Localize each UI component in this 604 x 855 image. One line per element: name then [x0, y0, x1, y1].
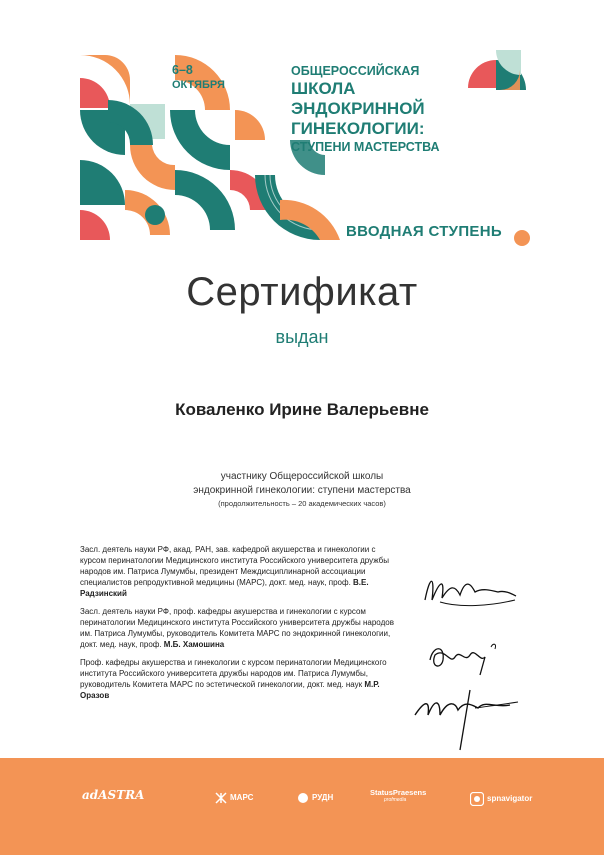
signer-block	[80, 657, 400, 701]
dates-range: 6–8	[172, 63, 193, 77]
logo-statuspraesens	[370, 788, 426, 803]
logo-spnavigator	[470, 792, 532, 806]
signer-name: М.Р. Оразов	[80, 680, 380, 700]
logo-rudn	[297, 792, 333, 804]
logo-adastra: adASTRA	[82, 788, 145, 802]
certificate-title: Сертификат	[186, 270, 418, 314]
arc-shape	[235, 110, 265, 140]
arc-shape	[175, 170, 235, 230]
signer-block	[80, 544, 400, 599]
title-line: ЭНДОКРИННОЙ	[291, 99, 425, 118]
school-title	[291, 64, 440, 155]
logo-mars-text: МАРС	[230, 793, 254, 803]
participant-line: эндокринной гинекологии: ступени мастерства	[193, 485, 411, 496]
signer-name: М.Б. Хамошина	[163, 640, 225, 649]
participant-description	[0, 470, 604, 510]
signer-name: В.Е. Радзинский	[80, 578, 369, 598]
logo-navigator-text: spnavigator	[487, 794, 533, 804]
arc-shape	[80, 160, 125, 205]
event-dates	[172, 63, 225, 93]
participant-line: участнику Общероссийской школы	[220, 471, 384, 482]
title-line: ГИНЕКОЛОГИИ:	[291, 119, 425, 138]
globe-icon	[297, 792, 309, 804]
arc-shape	[130, 145, 175, 190]
duration: (продолжительность – 20 академических часов)	[218, 499, 386, 508]
logo-status-sub: profmedia	[384, 797, 407, 803]
logo-rudn-text: РУДН	[312, 793, 334, 803]
arc-shape	[80, 210, 110, 240]
title-line: ОБЩЕРОССИЙСКАЯ	[291, 64, 420, 78]
signer-credentials: Засл. деятель науки РФ, проф. кафедры акушерства и гинекологии с курсом перинатологии Медицинского института Российского университета дружбы народов им. Патриса Лумумбы, руководитель Комитета МАРС по эндокринной гинекологии, докт. мед. наук, проф.	[80, 607, 394, 649]
signer-credentials: Засл. деятель науки РФ, акад. РАН, зав. кафедрой акушерства и гинекологии с курсом перинатологии Медицинского института Российского университета дружбы народов им. Патриса Лумумбы, президент Междисциплинарной ассоциации специалистов репродуктивной медицины (МАРС), докт. мед. наук, проф.	[80, 545, 389, 587]
navigator-icon	[470, 792, 484, 806]
arc-shape	[170, 110, 230, 170]
dates-month: ОКТЯБРЯ	[172, 79, 225, 91]
circle-shape	[514, 230, 530, 246]
stage-label: ВВОДНАЯ СТУПЕНЬ	[346, 223, 502, 240]
footer-partners	[0, 758, 604, 855]
signature-khamoshina	[425, 635, 505, 680]
signature-radzinsky	[420, 570, 520, 615]
logo-status-text: StatusPraesens	[370, 788, 427, 797]
logo-mars	[215, 792, 253, 804]
recipient-name: Коваленко Ирине Валерьевне	[175, 400, 429, 419]
signature-orazov	[410, 680, 520, 755]
signers-list	[80, 544, 400, 708]
issued-label: выдан	[275, 327, 329, 347]
mars-icon	[215, 792, 227, 804]
signer-block	[80, 606, 400, 650]
circle-shape	[145, 205, 165, 225]
title-line: ШКОЛА	[291, 79, 356, 98]
signer-credentials: Проф. кафедры акушерства и гинекологии с курсом перинатологии Медицинского института Российского университета дружбы народов им. Патриса Лумумбы, руководитель Комитета МАРС по эстетической гинекологии, докт. мед. наук	[80, 658, 387, 689]
title-line: СТУПЕНИ МАСТЕРСТВА	[291, 140, 440, 154]
arc-shape	[468, 60, 496, 88]
